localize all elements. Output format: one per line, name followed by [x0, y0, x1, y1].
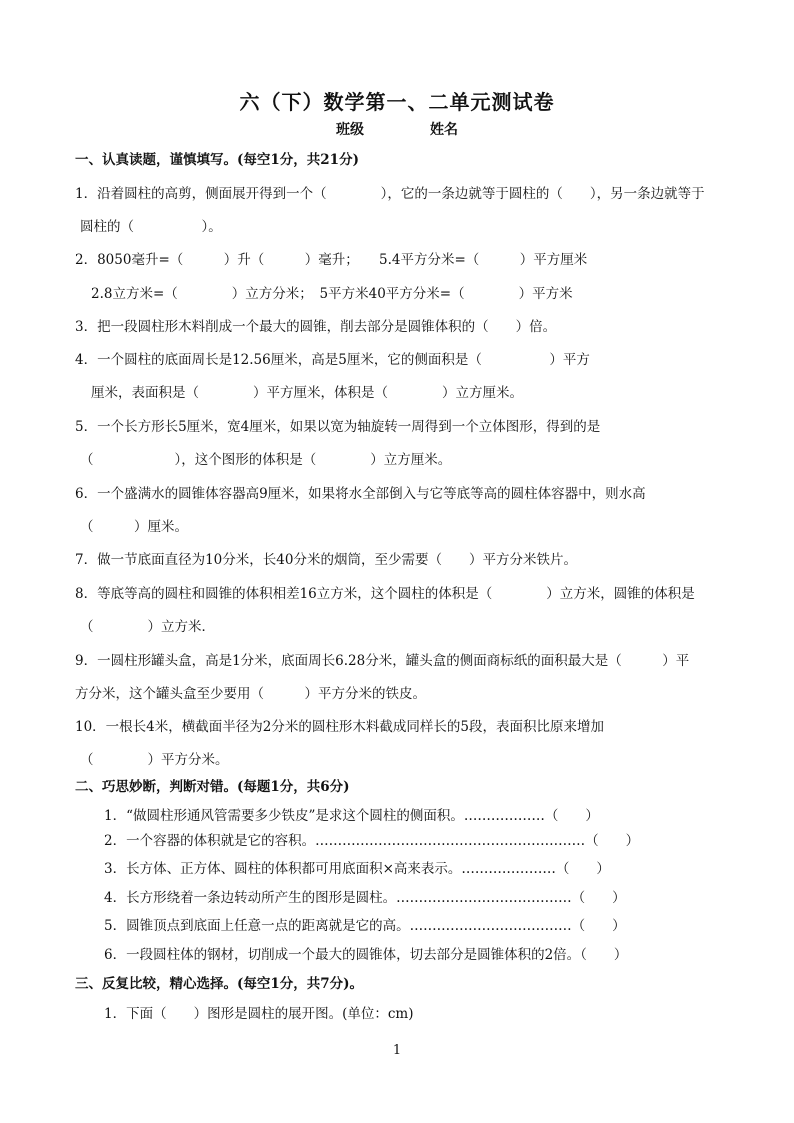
class-label: 班级	[336, 122, 364, 138]
question-line: 1．沿着圆柱的高剪，侧面展开得到一个（ ），它的一条边就等于圆柱的（ ），另一条边就等于	[75, 186, 705, 202]
section2-heading: 二、巧思妙断，判断对错。(每题1分，共6分)	[75, 779, 350, 795]
judgement-item: 2．一个容器的体积就是它的容积。……………………………………………………（ ）	[104, 833, 640, 849]
question-line: 9．一圆柱形罐头盒，高是1分米，底面周长6.28分米，罐头盒的侧面商标纸的面积最大是（ ）平	[75, 653, 690, 669]
choice-item: 1．下面（ ）图形是圆柱的展开图。(单位：cm)	[104, 1006, 414, 1022]
section1-heading: 一、认真读题，谨慎填写。(每空1分，共21分)	[75, 152, 359, 168]
question-line: 厘米，表面积是（ ）平方厘米，体积是（ ）立方厘米。	[91, 385, 523, 401]
judgement-item: 3．长方体、正方体、圆柱的体积都可用底面积×高来表示。…………………（ ）	[104, 861, 610, 877]
question-line: 10．一根长4米，横截面半径为2分米的圆柱形木料截成同样长的5段，表面积比原来增加	[75, 719, 604, 735]
question-line: 5．一个长方形长5厘米，宽4厘米，如果以宽为轴旋转一周得到一个立体图形，得到的是	[75, 419, 601, 435]
question-line: 4．一个圆柱的底面周长是12.56厘米，高是5厘米，它的侧面积是（ ）平方	[75, 352, 590, 368]
judgement-item: 4．长方形绕着一条边转动所产生的图形是圆柱。…………………………………（ ）	[104, 890, 626, 906]
question-line: 2.8立方米=（ ）立方分米； 5平方米40平方分米=（ ）平方米	[91, 286, 573, 302]
judgement-item: 5．圆锥顶点到底面上任意一点的距离就是它的高。………………………………（ ）	[104, 918, 626, 934]
page-title: 六（下）数学第一、二单元测试卷	[239, 90, 555, 114]
question-line: （ ）厘米。	[80, 519, 188, 535]
question-line: 方分米，这个罐头盒至少要用（ ）平方分米的铁皮。	[75, 686, 426, 702]
question-line: 8．等底等高的圆柱和圆锥的体积相差16立方米，这个圆柱的体积是（ ）立方米，圆锥的体积是	[75, 586, 695, 602]
question-line: 圆柱的（ ）。	[80, 219, 222, 235]
student-info	[0, 119, 794, 139]
question-line: 6．一个盛满水的圆锥体容器高9厘米，如果将水全部倒入与它等底等高的圆柱体容器中，则水高	[75, 486, 646, 502]
question-line: 2．8050毫升=（ ）升（ ）毫升； 5.4平方分米=（ ）平方厘米	[75, 252, 588, 268]
name-label: 姓名	[430, 122, 458, 138]
question-line: （ ）立方米．	[80, 619, 215, 635]
question-line: 3．把一段圆柱形木料削成一个最大的圆锥，削去部分是圆锥体积的（ ）倍。	[75, 319, 557, 335]
question-line: （ ），这个图形的体积是（ ）立方厘米。	[80, 452, 452, 468]
judgement-item: 1．“做圆柱形通风管需要多少铁皮”是求这个圆柱的侧面积。………………（ ）	[104, 808, 599, 824]
question-line: 7．做一节底面直径为10分米，长40分米的烟筒，至少需要（ ）平方分米铁片。	[75, 552, 577, 568]
page-number: 1	[392, 1043, 402, 1058]
question-line: （ ）平方分米。	[80, 752, 229, 768]
section3-heading: 三、反复比较，精心选择。(每空1分，共7分)。	[75, 976, 364, 992]
judgement-item: 6．一段圆柱体的钢材，切削成一个最大的圆锥体，切去部分是圆锥体积的2倍。（ ）	[104, 947, 628, 963]
